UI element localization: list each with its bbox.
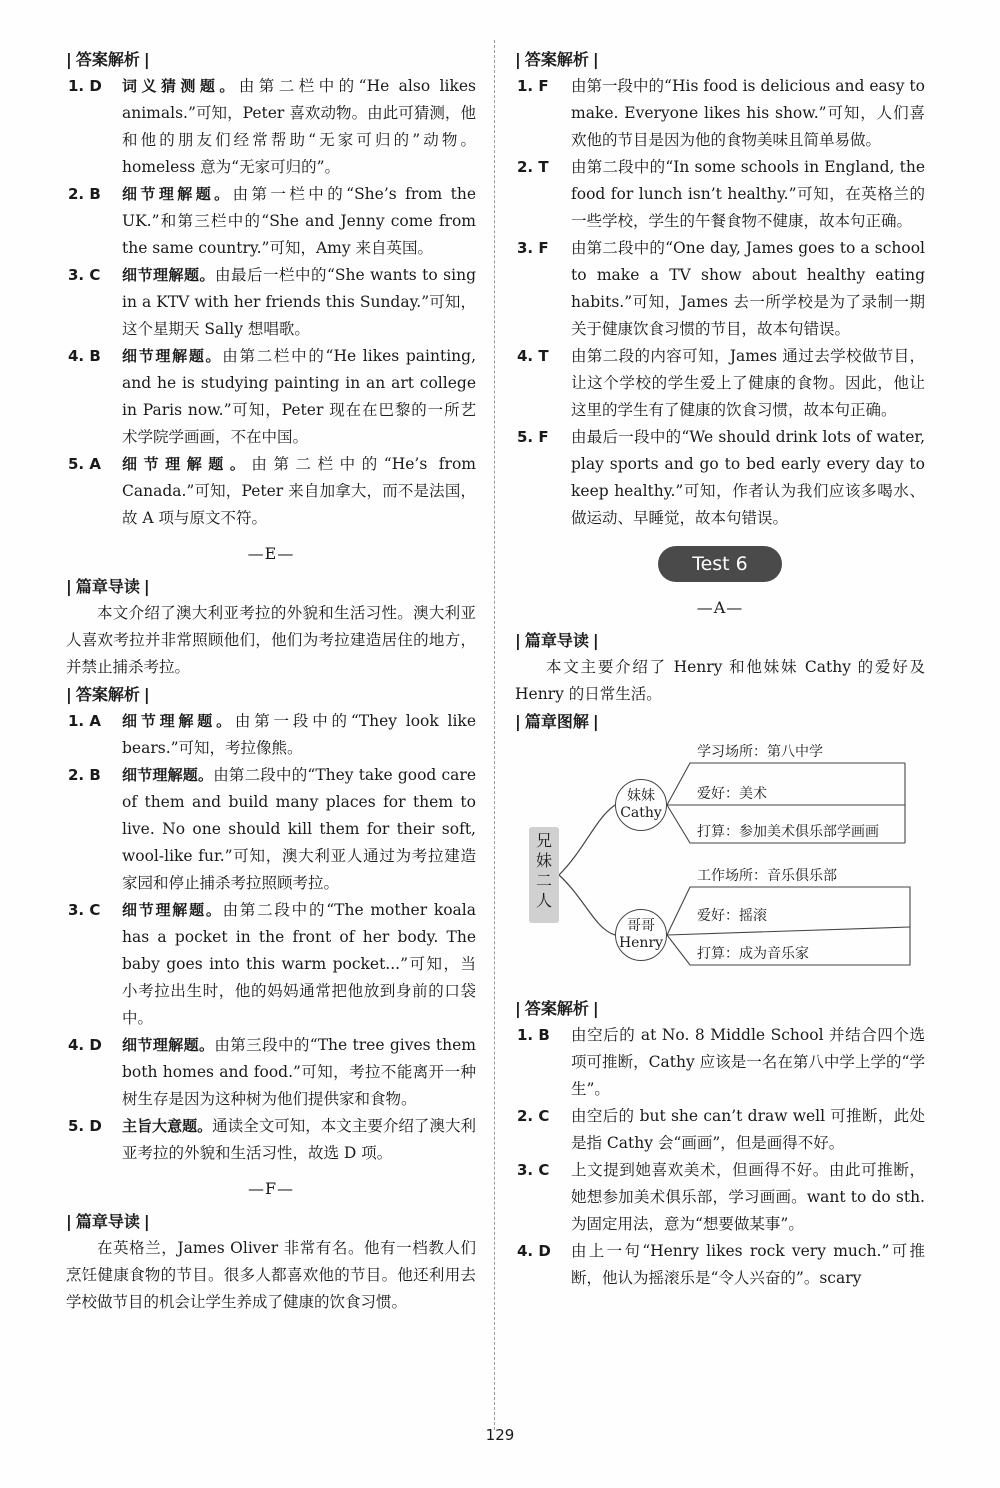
answer-explanation: 由最后一段中的“We should drink lots of water, play sports and go to bed early every day to keep healthy.”可知，作者认为我们应该多喝水、做运动、早睡觉，故本句错误。 <box>571 428 925 527</box>
brother-name: Henry <box>618 935 664 951</box>
column-divider <box>494 40 495 1430</box>
answer-item <box>515 424 925 532</box>
answer-item <box>66 343 476 451</box>
answer-explanation: 由第二栏中的“He also likes animals.”可知，Peter 喜欢动物。由此可猜测，他和他的朋友们经常帮助“无家可归的”动物。homeless 意为“无家可归的”。 <box>122 77 476 176</box>
brother-node <box>615 909 667 961</box>
answer-item <box>515 235 925 343</box>
chapter-diagram <box>515 739 925 989</box>
question-type: 细节理解题。 <box>122 347 223 365</box>
answer-item <box>515 1238 925 1292</box>
question-type: 细节理解题。 <box>122 266 215 284</box>
answer-number: 5. D <box>68 1117 102 1135</box>
intro-text-f: 在英格兰，James Oliver 非常有名。他有一档教人们烹饪健康食物的节目。很多人都喜欢他的节目。他还利用去学校做节目的机会让学生养成了健康的饮食习惯。 <box>66 1239 476 1311</box>
answer-explanation: 由第一段中的“His food is delicious and easy to make. Everyone likes his show.”可知，人们喜欢他的节目是因为他的食物美味且简单易做。 <box>571 77 925 149</box>
analysis-heading: | 答案解析 | <box>515 46 925 73</box>
root-char: 妹 <box>535 851 552 870</box>
answer-number: 3. F <box>517 239 549 257</box>
answer-number: 1. A <box>68 712 101 730</box>
analysis-heading: | 答案解析 | <box>66 681 476 708</box>
answer-explanation: 由第二段中的“They take good care of them and build many places for them to live. No one should kill them for their soft, wool-like fur.”可知，澳大利亚人通过为考拉建造家园和停止捕杀考拉照顾考拉。 <box>122 766 476 892</box>
answer-number: 3. C <box>68 901 101 919</box>
answer-list-d <box>66 73 476 532</box>
answer-item <box>515 1022 925 1103</box>
answer-item <box>66 708 476 762</box>
answer-list-a <box>515 1022 925 1292</box>
answer-number: 1. F <box>517 77 549 95</box>
sister-node <box>615 779 667 831</box>
intro-text-e: 本文介绍了澳大利亚考拉的外貌和生活习性。澳大利亚人喜欢考拉并非常照顾他们，他们为考拉建造居住的地方，并禁止捕杀考拉。 <box>66 604 476 676</box>
answer-explanation: 由空后的 but she can’t draw well 可推断，此处是指 Cathy 会“画画”，但是画得不好。 <box>571 1107 925 1152</box>
answer-item <box>66 451 476 532</box>
answer-item <box>515 154 925 235</box>
answer-explanation: 由第二段中的“One day, James goes to a school to make a TV show about healthy eating habits.”可知，James 去一所学校是为了录制一期关于健康饮食习惯的节目，故本句错误。 <box>571 239 925 338</box>
intro-heading: | 篇章导读 | <box>66 1208 476 1235</box>
intro-heading: | 篇章导读 | <box>66 573 476 600</box>
sister-item: 爱好：美术 <box>697 786 767 802</box>
answer-number: 2. B <box>68 185 101 203</box>
diagram-heading: | 篇章图解 | <box>515 708 925 735</box>
answer-number: 4. T <box>517 347 549 365</box>
answer-number: 3. C <box>517 1161 550 1179</box>
answer-item <box>66 762 476 897</box>
sister-label: 妹妹 <box>627 788 655 804</box>
root-char: 兄 <box>535 831 552 850</box>
sister-item: 打算：参加美术俱乐部学画画 <box>697 824 879 840</box>
answer-explanation: 由第二段中的“In some schools in England, the food for lunch isn’t healthy.”可知，在英格兰的一些学校，学生的午餐食物不健康，故本句正确。 <box>571 158 925 230</box>
section-e-label: —E— <box>247 544 295 563</box>
answer-number: 4. D <box>517 1242 551 1260</box>
brother-item: 工作场所：音乐俱乐部 <box>697 868 837 884</box>
question-type: 细节理解题。 <box>122 1036 215 1054</box>
sister-name: Cathy <box>620 805 662 821</box>
answer-number: 4. D <box>68 1036 102 1054</box>
root-char: 二 <box>535 871 552 890</box>
answer-number: 1. D <box>68 77 102 95</box>
answer-explanation: 由第二段的内容可知，James 通过去学校做节目，让这个学校的学生爱上了健康的食物。因此，他让这里的学生有了健康的饮食习惯，故本句正确。 <box>571 347 925 419</box>
answer-explanation: 通读全文可知，本文主要介绍了澳大利亚考拉的外貌和生活习性，故选 D 项。 <box>122 1117 476 1162</box>
answer-explanation: 由第一栏中的“She’s from the UK.”和第三栏中的“She and Jenny come from the same country.”可知，Amy 来自英国。 <box>122 185 476 257</box>
answer-number: 4. B <box>68 347 101 365</box>
question-type: 细节理解题。 <box>122 185 233 203</box>
answer-explanation: 由第三段中的“The tree gives them both homes and food.”可知，考拉不能离开一种树生存是因为这种树为他们提供家和食物。 <box>122 1036 476 1108</box>
answer-number: 2. B <box>68 766 101 784</box>
answer-item <box>66 1113 476 1167</box>
analysis-heading: | 答案解析 | <box>515 995 925 1022</box>
section-a-label: —A— <box>696 598 744 617</box>
answer-item <box>66 73 476 181</box>
answer-item <box>515 343 925 424</box>
answer-explanation: 由第二段中的“The mother koala has a pocket in the front of her body. The baby goes into this warm pocket...”可知，当小考拉出生时，他的妈妈通常把他放到身前的口袋中。 <box>122 901 476 1027</box>
question-type: 细节理解题。 <box>122 712 235 730</box>
answer-item <box>66 181 476 262</box>
answer-number: 3. C <box>68 266 101 284</box>
page-number: 129 <box>485 1426 515 1444</box>
question-type: 细节理解题。 <box>122 455 252 473</box>
answer-item <box>66 897 476 1032</box>
brother-item: 爱好：摇滚 <box>697 908 767 924</box>
left-column <box>66 46 476 1316</box>
answer-explanation: 由第二栏中的“He’s from Canada.”可知，Peter 来自加拿大，而不是法国，故 A 项与原文不符。 <box>122 455 476 527</box>
question-type: 主旨大意题。 <box>122 1117 213 1135</box>
section-f-label: —F— <box>247 1179 295 1198</box>
intro-text-a: 本文主要介绍了 Henry 和他妹妹 Cathy 的爱好及 Henry 的日常生活。 <box>515 658 925 703</box>
brother-label: 哥哥 <box>627 918 655 934</box>
sister-item: 学习场所：第八中学 <box>697 744 823 760</box>
answer-number: 2. C <box>517 1107 550 1125</box>
answer-number: 1. B <box>517 1026 550 1044</box>
question-type: 词义猜测题。 <box>122 77 239 95</box>
answer-number: 5. F <box>517 428 549 446</box>
intro-heading: | 篇章导读 | <box>515 627 925 654</box>
right-column <box>515 46 925 1292</box>
answer-number: 5. A <box>68 455 101 473</box>
question-type: 细节理解题。 <box>122 766 214 784</box>
answer-item <box>515 1157 925 1238</box>
question-type: 细节理解题。 <box>122 901 223 919</box>
answer-item <box>66 1032 476 1113</box>
brother-item: 打算：成为音乐家 <box>697 946 809 962</box>
answer-explanation: 由上一句“Henry likes rock very much.”可推断，他认为摇滚乐是“令人兴奋的”。scary <box>571 1242 925 1287</box>
answer-explanation: 由最后一栏中的“She wants to sing in a KTV with her friends this Sunday.”可知，这个星期天 Sally 想唱歌。 <box>122 266 476 338</box>
answer-item <box>66 262 476 343</box>
root-char: 人 <box>535 891 552 910</box>
test-badge: Test 6 <box>658 546 782 582</box>
answer-number: 2. T <box>517 158 549 176</box>
diagram-root <box>529 827 559 923</box>
answer-list-e <box>66 708 476 1167</box>
answer-explanation: 由第二栏中的“He likes painting, and he is studying painting in an art college in Paris now.”可知，Peter 现在在巴黎的一所艺术学院学画画，不在中国。 <box>122 347 476 446</box>
answer-list-f <box>515 73 925 532</box>
answer-explanation: 由空后的 at No. 8 Middle School 并结合四个选项可推断，Cathy 应该是一名在第八中学上学的“学生”。 <box>571 1026 925 1098</box>
answer-item <box>515 73 925 154</box>
answer-explanation: 由第一段中的“They look like bears.”可知，考拉像熊。 <box>122 712 476 757</box>
answer-explanation: 上文提到她喜欢美术，但画得不好。由此可推断，她想参加美术俱乐部，学习画画。want to do sth. 为固定用法，意为“想要做某事”。 <box>571 1161 925 1233</box>
answer-item <box>515 1103 925 1157</box>
analysis-heading: | 答案解析 | <box>66 46 476 73</box>
